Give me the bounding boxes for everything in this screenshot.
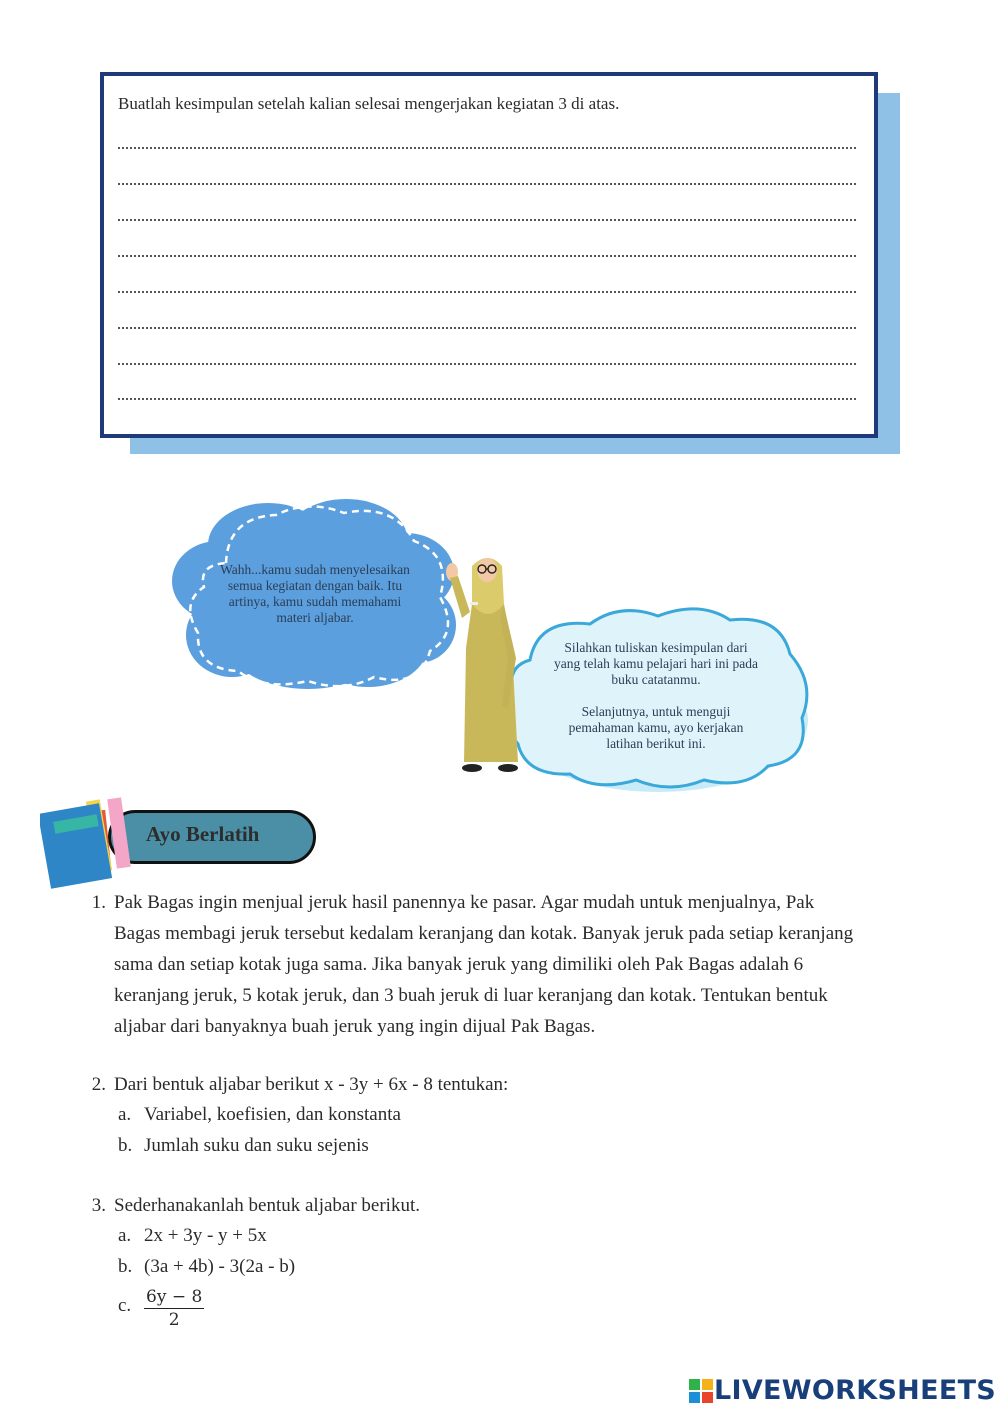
q1-line: sama dan setiap kotak juga sama. Jika banyak jeruk yang dimiliki oleh Pak Bagas adalah 6 [114,954,804,975]
q3c-denominator: 2 [168,1310,180,1330]
answer-input-1[interactable] [118,123,860,149]
left-bubble-line: materi aljabar. [276,610,354,625]
q1-text [114,887,964,1042]
answer-input-6[interactable] [118,303,860,329]
answer-input-2[interactable] [118,159,860,185]
q1-line: aljabar dari banyaknya buah jeruk yang ingin dijual Pak Bagas. [114,1016,596,1037]
answer-line-3[interactable] [118,219,856,221]
answer-line-4[interactable] [118,255,856,257]
q3-number: 3. [91,1195,106,1216]
answer-input-7[interactable] [118,339,860,365]
left-bubble-line: artinya, kamu sudah memahami [228,594,402,609]
q1-line: Pak Bagas ingin menjual jeruk hasil panennya ke pasar. Agar mudah untuk menjualnya, Pak [114,892,815,913]
q2b-text: Jumlah suku dan suku sejenis [144,1135,369,1156]
q3c-numerator: 6y − 8 [146,1287,203,1307]
right-bubble-line [528,688,784,704]
right-bubble-line: Selanjutnya, untuk menguji [581,704,731,719]
q1-number: 1. [91,892,106,913]
liveworksheets-logo-icon [688,1378,714,1404]
answer-line-2[interactable] [118,183,856,185]
q3a-text: 2x + 3y - y + 5x [144,1225,267,1246]
right-bubble-text [528,640,784,752]
answer-input-4[interactable] [118,231,860,257]
right-bubble-line: buku catatanmu. [611,672,701,687]
answer-input-5[interactable] [118,267,860,293]
answer-input-3[interactable] [118,195,860,221]
right-bubble-line: yang telah kamu pelajari hari ini pada [554,656,758,671]
right-bubble-line: Silahkan tuliskan kesimpulan dari [564,640,748,655]
answer-line-1[interactable] [118,147,856,149]
answer-line-7[interactable] [118,363,856,365]
q2-number: 2. [91,1074,106,1095]
left-bubble-line: semua kegiatan dengan baik. Itu [227,578,403,593]
q2-text: Dari bentuk aljabar berikut x - 3y + 6x - 8 tentukan: [114,1074,509,1095]
section-title: Ayo Berlatih [146,822,260,846]
answer-line-5[interactable] [118,291,856,293]
liveworksheets-brand: LIVEWORKSHEETS [714,1375,997,1406]
q3c-label: c. [118,1295,132,1316]
q1-line: keranjang jeruk, 5 kotak jeruk, dan 3 buah jeruk di luar keranjang dan kotak. Tentukan bentuk [114,985,828,1006]
left-bubble-text [200,562,430,626]
liveworksheets-logo [688,1375,996,1406]
teacher-illustration [438,548,538,776]
q3a-label: a. [118,1225,132,1246]
q2a-label: a. [118,1104,132,1125]
answer-line-8[interactable] [118,398,856,400]
conclusion-prompt: Buatlah kesimpulan setelah kalian selesai mengerjakan kegiatan 3 di atas. [118,94,620,113]
q2a-text: Variabel, koefisien, dan konstanta [144,1104,401,1125]
books-icon [40,794,140,890]
right-bubble-line: pemahaman kamu, ayo kerjakan [568,720,744,735]
q3c-fraction [144,1286,204,1331]
left-bubble-line: Wahh...kamu sudah menyelesaikan [220,562,410,577]
answer-line-6[interactable] [118,327,856,329]
q2b-label: b. [118,1135,133,1156]
q3b-label: b. [118,1256,133,1277]
q1-line: Bagas membagi jeruk tersebut kedalam keranjang dan kotak. Banyak jeruk pada setiap keranjang [114,923,854,944]
answer-input-8[interactable] [118,374,860,400]
right-bubble-line: latihan berikut ini. [606,736,706,751]
q3b-text: (3a + 4b) - 3(2a - b) [144,1256,296,1277]
q3-text: Sederhanakanlah bentuk aljabar berikut. [114,1195,420,1216]
